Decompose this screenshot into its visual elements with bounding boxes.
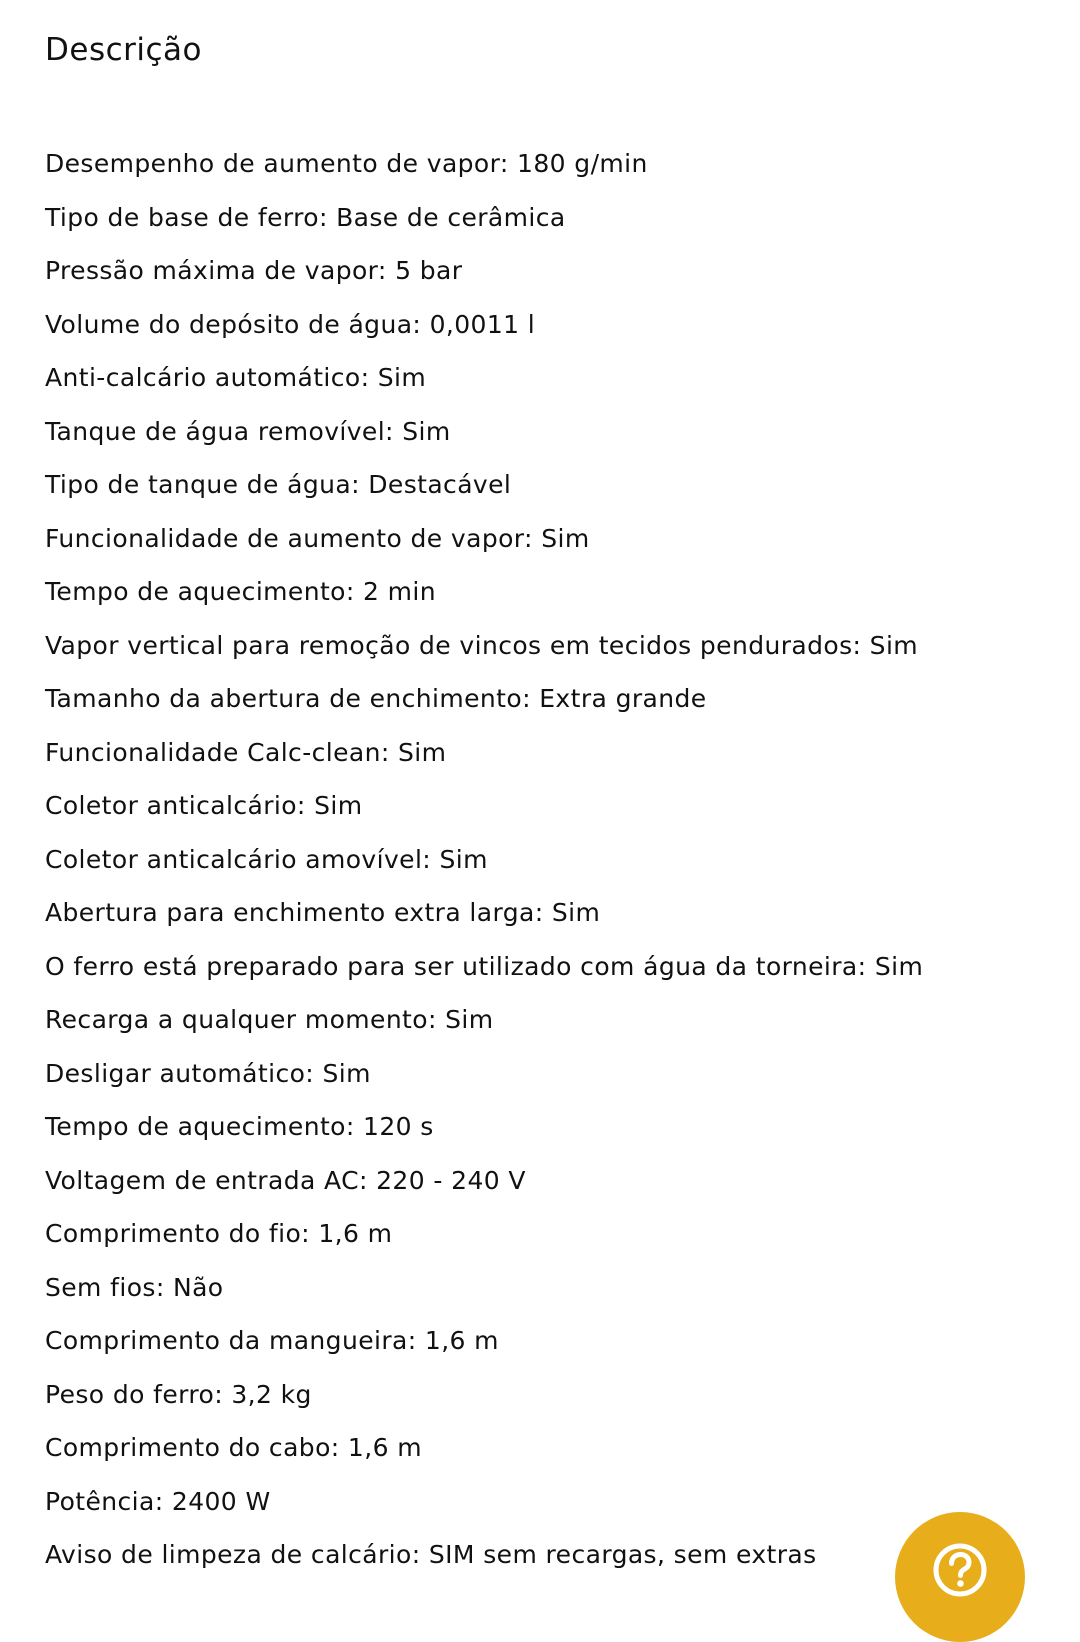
spec-item: Funcionalidade de aumento de vapor: Sim <box>45 523 590 553</box>
spec-item: O ferro está preparado para ser utilizado com água da torneira: Sim <box>45 951 924 981</box>
spec-item: Coletor anticalcário: Sim <box>45 791 363 820</box>
spec-item: Tamanho da abertura de enchimento: Extra grande <box>45 684 707 713</box>
spec-item: Tanque de água removível: Sim <box>45 416 451 446</box>
spec-list <box>45 137 923 1582</box>
page-title: Descrição <box>45 32 203 68</box>
spec-item: Comprimento do cabo: 1,6 m <box>45 1433 422 1462</box>
spec-item: Funcionalidade Calc-clean: Sim <box>45 737 447 767</box>
spec-item: Comprimento da mangueira: 1,6 m <box>45 1326 499 1355</box>
spec-item: Coletor anticalcário amovível: Sim <box>45 844 488 874</box>
spec-item: Tempo de aquecimento: 2 min <box>45 577 437 606</box>
spec-item: Tipo de base de ferro: Base de cerâmica <box>45 202 566 232</box>
spec-item: Aviso de limpeza de calcário: SIM sem recargas, sem extras <box>45 1540 817 1569</box>
spec-item: Recarga a qualquer momento: Sim <box>45 1005 494 1034</box>
spec-item: Sem fios: Não <box>45 1272 224 1302</box>
spec-item: Pressão máxima de vapor: 5 bar <box>45 256 463 285</box>
spec-item: Anti-calcário automático: Sim <box>45 363 427 392</box>
spec-item: Abertura para enchimento extra larga: Sim <box>45 898 601 927</box>
spec-item: Tipo de tanque de água: Destacável <box>45 470 512 499</box>
spec-item: Vapor vertical para remoção de vincos em tecidos pendurados: Sim <box>45 630 919 660</box>
spec-item: Comprimento do fio: 1,6 m <box>45 1219 393 1248</box>
question-mark-icon <box>932 1542 988 1598</box>
spec-item: Desligar automático: Sim <box>45 1058 371 1088</box>
spec-item: Tempo de aquecimento: 120 s <box>45 1112 434 1141</box>
spec-item: Peso do ferro: 3,2 kg <box>45 1379 312 1409</box>
help-button[interactable] <box>895 1512 1025 1642</box>
spec-item: Potência: 2400 W <box>45 1486 271 1516</box>
spec-item: Volume do depósito de água: 0,0011 l <box>45 309 536 339</box>
spec-item: Voltagem de entrada AC: 220 - 240 V <box>45 1165 526 1195</box>
spec-item: Desempenho de aumento de vapor: 180 g/min <box>45 149 648 178</box>
